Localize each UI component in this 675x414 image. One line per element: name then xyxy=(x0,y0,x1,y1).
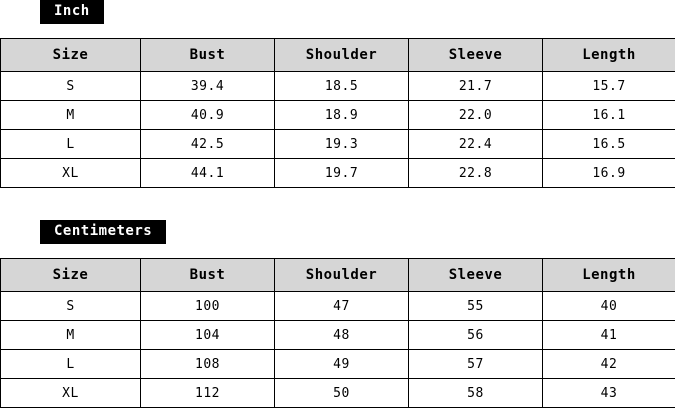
cell-shoulder: 18.5 xyxy=(275,72,409,101)
cell-bust: 104 xyxy=(141,321,275,350)
cell-size: M xyxy=(1,101,141,130)
table-body-centimeters xyxy=(1,292,675,408)
table-body-inch xyxy=(1,72,675,188)
cell-length: 15.7 xyxy=(543,72,675,101)
cell-bust: 42.5 xyxy=(141,130,275,159)
column-header-bust: Bust xyxy=(141,39,275,72)
cell-shoulder: 49 xyxy=(275,350,409,379)
cell-sleeve: 22.8 xyxy=(409,159,543,188)
cell-bust: 100 xyxy=(141,292,275,321)
cell-bust: 40.9 xyxy=(141,101,275,130)
cell-bust: 44.1 xyxy=(141,159,275,188)
cell-sleeve: 21.7 xyxy=(409,72,543,101)
column-header-length: Length xyxy=(543,259,675,292)
table-row xyxy=(1,101,675,130)
cell-length: 40 xyxy=(543,292,675,321)
cell-sleeve: 22.4 xyxy=(409,130,543,159)
cell-bust: 112 xyxy=(141,379,275,408)
cell-size: S xyxy=(1,292,141,321)
table-head-centimeters xyxy=(1,259,675,292)
cell-sleeve: 22.0 xyxy=(409,101,543,130)
column-header-shoulder: Shoulder xyxy=(275,39,409,72)
column-header-size: Size xyxy=(1,259,141,292)
cell-length: 41 xyxy=(543,321,675,350)
cell-bust: 39.4 xyxy=(141,72,275,101)
table-row xyxy=(1,379,675,408)
table-head-inch xyxy=(1,39,675,72)
size-table-centimeters xyxy=(0,258,675,408)
table-row xyxy=(1,321,675,350)
cell-size: M xyxy=(1,321,141,350)
cell-shoulder: 18.9 xyxy=(275,101,409,130)
cell-size: L xyxy=(1,130,141,159)
cell-shoulder: 19.7 xyxy=(275,159,409,188)
cell-sleeve: 58 xyxy=(409,379,543,408)
cell-bust: 108 xyxy=(141,350,275,379)
unit-banner-centimeters: Centimeters xyxy=(40,220,166,244)
column-header-length: Length xyxy=(543,39,675,72)
table-header-row xyxy=(1,39,675,72)
table-row xyxy=(1,72,675,101)
cell-shoulder: 19.3 xyxy=(275,130,409,159)
column-header-size: Size xyxy=(1,39,141,72)
unit-banner-inch: Inch xyxy=(40,0,104,24)
size-section-inch xyxy=(0,0,675,188)
cell-shoulder: 48 xyxy=(275,321,409,350)
cell-shoulder: 47 xyxy=(275,292,409,321)
column-header-sleeve: Sleeve xyxy=(409,39,543,72)
table-header-row xyxy=(1,259,675,292)
cell-size: S xyxy=(1,72,141,101)
column-header-sleeve: Sleeve xyxy=(409,259,543,292)
cell-sleeve: 56 xyxy=(409,321,543,350)
cell-size: XL xyxy=(1,159,141,188)
cell-sleeve: 57 xyxy=(409,350,543,379)
column-header-bust: Bust xyxy=(141,259,275,292)
cell-sleeve: 55 xyxy=(409,292,543,321)
cell-length: 16.9 xyxy=(543,159,675,188)
table-row xyxy=(1,292,675,321)
table-row xyxy=(1,159,675,188)
size-section-centimeters xyxy=(0,220,675,408)
cell-size: XL xyxy=(1,379,141,408)
size-table-inch xyxy=(0,38,675,188)
cell-length: 16.1 xyxy=(543,101,675,130)
column-header-shoulder: Shoulder xyxy=(275,259,409,292)
cell-length: 42 xyxy=(543,350,675,379)
cell-length: 43 xyxy=(543,379,675,408)
cell-shoulder: 50 xyxy=(275,379,409,408)
cell-length: 16.5 xyxy=(543,130,675,159)
cell-size: L xyxy=(1,350,141,379)
table-row xyxy=(1,350,675,379)
table-row xyxy=(1,130,675,159)
